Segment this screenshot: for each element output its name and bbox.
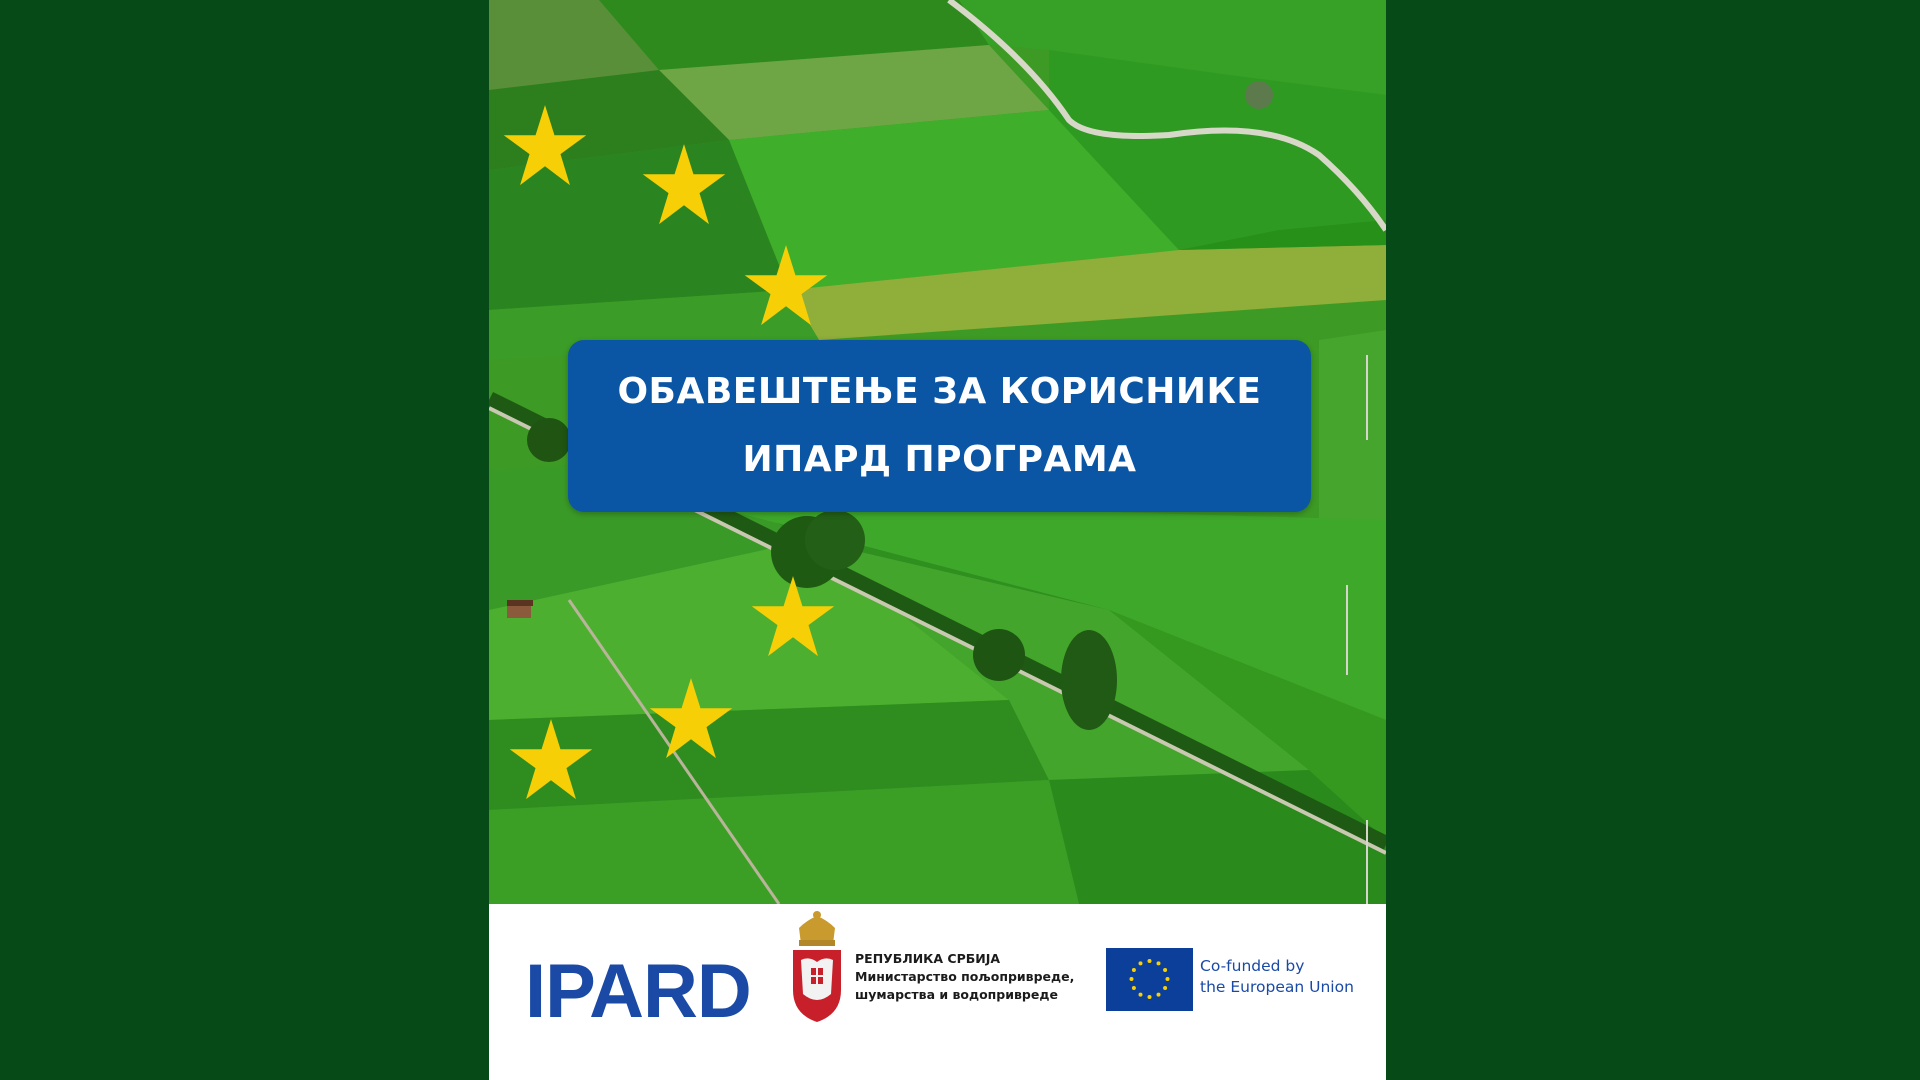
star-icon bbox=[641, 144, 727, 226]
star-icon bbox=[743, 245, 829, 327]
cofunded-line1: Co-funded by bbox=[1200, 957, 1305, 975]
cofunded-line2: the European Union bbox=[1200, 978, 1354, 996]
star-icon bbox=[750, 576, 836, 658]
cofunded-text bbox=[1200, 956, 1354, 998]
star-icon bbox=[508, 719, 594, 801]
ipard-poster bbox=[489, 0, 1386, 1080]
ministry-line2: Министарство пољопривреде, bbox=[855, 969, 1075, 984]
star-icon bbox=[648, 678, 734, 760]
ministry-line3: шумарства и водопривреде bbox=[855, 987, 1058, 1002]
banner-title-line2: ИПАРД ПРОГРАМА bbox=[742, 439, 1137, 480]
farmland-photo bbox=[489, 0, 1386, 904]
announcement-banner bbox=[568, 340, 1311, 512]
ipard-logo: IPARD bbox=[525, 949, 751, 1034]
banner-title-line1: ОБАВЕШТЕЊЕ ЗА КОРИСНИКЕ bbox=[617, 371, 1262, 412]
serbian-coat-of-arms-icon bbox=[787, 910, 847, 1024]
star-icon bbox=[502, 105, 588, 187]
eu-flag-icon bbox=[1106, 948, 1193, 1011]
ministry-line1: РЕПУБЛИКА СРБИЈА bbox=[855, 951, 1001, 966]
logo-footer bbox=[489, 904, 1386, 1080]
ministry-text bbox=[855, 950, 1074, 1004]
